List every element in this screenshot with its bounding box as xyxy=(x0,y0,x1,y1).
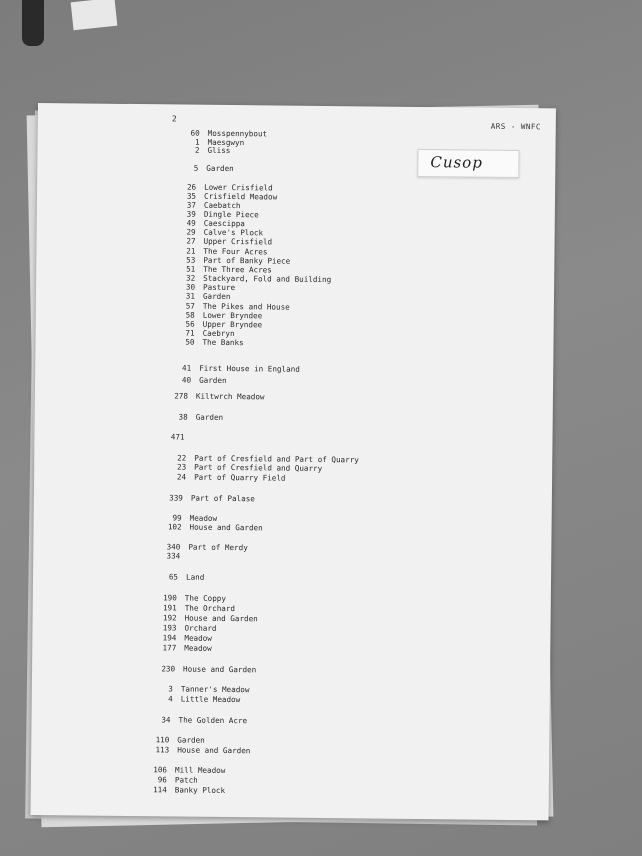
field-name: Little Meadow xyxy=(180,694,241,705)
parcel-number: 29 xyxy=(186,227,196,237)
field-name: Lower Crisfield xyxy=(204,182,273,193)
field-name: Kiltwrch Meadow xyxy=(195,391,265,402)
field-name: The Four Acres xyxy=(203,246,268,257)
document-reference: ARS - WNFC xyxy=(490,121,541,132)
field-name: Crisfield Meadow xyxy=(203,191,278,202)
field-name: Dingle Piece xyxy=(203,209,259,220)
parcel-number: 71 xyxy=(185,328,195,338)
paper-tab xyxy=(71,0,118,30)
field-name: Upper Crisfield xyxy=(203,236,273,247)
parcel-number: 41 xyxy=(182,363,192,373)
field-name: First House in England xyxy=(199,363,300,374)
field-name: The Pikes and House xyxy=(202,301,290,312)
parcel-number: 23 xyxy=(176,462,187,472)
parcel-number: 177 xyxy=(162,643,177,653)
parcel-number: 32 xyxy=(185,273,196,283)
field-name: Part of Cresfield and Part of Quarry xyxy=(194,453,359,465)
parcel-number: 50 xyxy=(185,337,195,347)
parcel-number: 34 xyxy=(161,715,171,725)
field-name: The Banks xyxy=(202,337,244,348)
parcel-number: 31 xyxy=(185,291,196,301)
parcel-number: 57 xyxy=(185,301,195,311)
parcel-number: 191 xyxy=(162,603,177,613)
field-name: Part of Merdy xyxy=(188,542,248,553)
field-name: Banky Plock xyxy=(174,785,226,795)
parcel-number: 22 xyxy=(177,453,187,463)
parcel-number: 24 xyxy=(176,472,187,482)
field-name: The Three Acres xyxy=(203,264,272,275)
parcel-number: 110 xyxy=(155,735,170,745)
field-name: Maesgwyn xyxy=(207,137,245,148)
parcel-number: 1 xyxy=(194,137,200,147)
binder-clip xyxy=(22,0,44,46)
parcel-number: 60 xyxy=(190,128,200,138)
parcel-number: 114 xyxy=(153,785,167,795)
parcel-number: 113 xyxy=(155,745,170,755)
parcel-number: 27 xyxy=(186,236,196,246)
sticky-note xyxy=(417,149,519,178)
field-name: Gliss xyxy=(207,145,231,156)
parcel-number: 37 xyxy=(186,200,196,210)
parcel-number: 56 xyxy=(185,319,195,329)
parcel-number: 3 xyxy=(168,684,173,694)
parcel-number: 339 xyxy=(169,493,183,503)
parcel-number: 230 xyxy=(161,664,176,674)
parcel-number: 340 xyxy=(166,542,181,552)
field-name: Garden xyxy=(202,291,231,302)
field-name: House and Garden xyxy=(184,613,258,624)
parcel-number: 38 xyxy=(178,412,188,422)
parcel-number: 58 xyxy=(185,310,195,320)
field-name: Upper Bryndee xyxy=(202,319,263,330)
document-page xyxy=(31,103,556,820)
field-name: Patch xyxy=(174,775,198,785)
field-name: Caebryn xyxy=(202,328,235,339)
parcel-number: 102 xyxy=(167,522,182,532)
parcel-number: 26 xyxy=(186,182,197,192)
parcel-number: 190 xyxy=(163,593,177,603)
parcel-number: 2 xyxy=(194,145,200,155)
parcel-number: 278 xyxy=(174,391,188,401)
field-name: Part of Palase xyxy=(190,493,255,504)
field-name: Meadow xyxy=(184,643,212,653)
field-name: Garden xyxy=(206,163,234,174)
field-name: Land xyxy=(185,572,205,582)
parcel-number: 334 xyxy=(166,551,181,561)
parcel-number: 21 xyxy=(186,246,196,256)
parcel-number: 192 xyxy=(162,613,177,623)
field-name: Garden xyxy=(177,735,205,745)
field-name: Caebatch xyxy=(203,200,241,211)
parcel-number: 39 xyxy=(186,209,196,219)
parcel-number: 40 xyxy=(181,375,192,385)
field-name: Stackyard, Fold and Building xyxy=(203,273,332,285)
field-name: Lower Bryndee xyxy=(202,310,263,321)
field-name: Mill Meadow xyxy=(174,765,226,775)
field-name: House and Garden xyxy=(177,745,251,756)
parcel-number: 4 xyxy=(168,694,173,704)
parcel-number: 53 xyxy=(186,255,196,265)
field-name: Tanner's Meadow xyxy=(180,684,250,695)
parcel-number: 51 xyxy=(186,264,196,274)
field-name: House and Garden xyxy=(183,664,257,675)
field-name: Pasture xyxy=(203,282,236,293)
field-name: Orchard xyxy=(184,623,217,633)
field-name: Calve's Plock xyxy=(203,227,264,238)
sticky-note-text: Cusop xyxy=(430,153,483,172)
parcel-number: 49 xyxy=(186,218,196,228)
parcel-number: 96 xyxy=(157,775,167,785)
field-name: The Golden Acre xyxy=(178,715,248,726)
field-name: Mosspennybout xyxy=(207,128,268,139)
field-name: The Coppy xyxy=(184,593,227,603)
field-name: Garden xyxy=(195,412,224,422)
parcel-number: 99 xyxy=(172,513,182,523)
field-name: Meadow xyxy=(189,513,218,523)
parcel-number: 5 xyxy=(193,163,199,173)
field-name: House and Garden xyxy=(189,522,263,533)
parcel-number: 194 xyxy=(162,633,177,643)
parcel-number: 106 xyxy=(153,765,168,775)
parcel-number: 193 xyxy=(162,623,177,633)
field-name: The Orchard xyxy=(184,603,236,614)
page-number: 2 xyxy=(171,114,177,124)
parcel-number: 65 xyxy=(168,572,179,582)
field-name: Part of Banky Piece xyxy=(203,255,291,266)
field-name: Part of Quarry Field xyxy=(194,472,286,483)
field-name: Meadow xyxy=(184,633,212,643)
field-name: Garden xyxy=(199,375,227,385)
parcel-number: 35 xyxy=(186,191,197,201)
field-name: Caescippa xyxy=(203,218,245,229)
parcel-number: 471 xyxy=(170,432,185,442)
field-name: Part of Cresfield and Quarry xyxy=(194,462,323,473)
parcel-number: 30 xyxy=(185,282,196,292)
